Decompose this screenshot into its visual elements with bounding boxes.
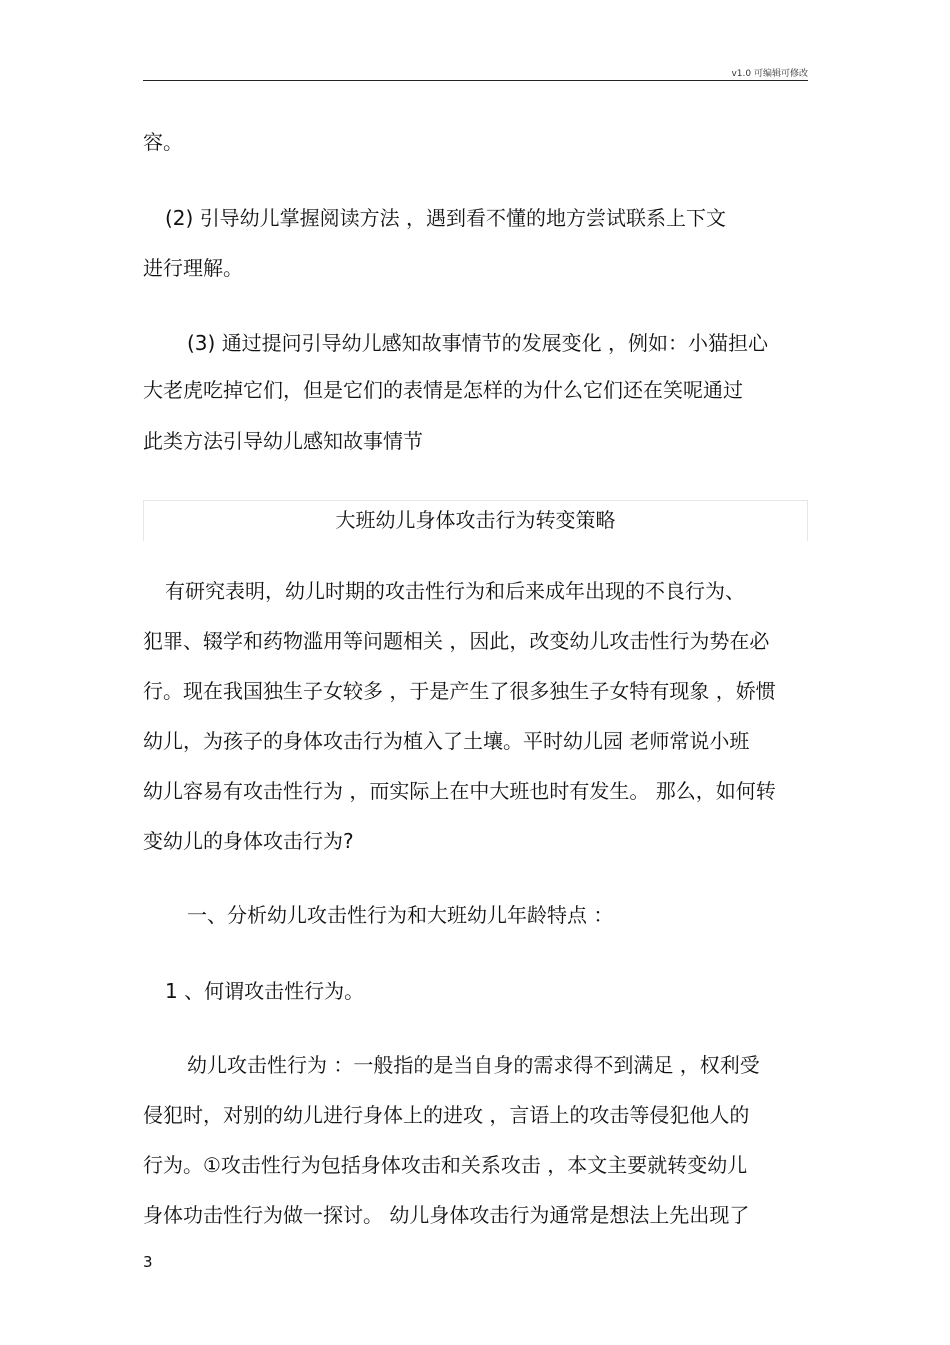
paragraph-line: 幼儿，为孩子的身体攻击行为植入了土壤。平时幼儿园 老师常说小班 (143, 729, 750, 753)
paragraph-line: 幼儿容易有攻击性行为 ，而实际上在中大班也时有发生。 那么，如何转 (143, 779, 776, 803)
section-title: 大班幼儿身体攻击行为转变策略 (335, 508, 616, 532)
paragraph-line: (2) 引导幼儿掌握阅读方法 ，遇到看不懂的地方尝试联系上下文 (165, 206, 727, 230)
section-title-box (143, 500, 808, 541)
paragraph-line: 容。 (143, 130, 183, 154)
paragraph-line: 进行理解。 (143, 256, 243, 280)
page-number: 3 (143, 1253, 153, 1271)
header-divider (143, 80, 808, 81)
paragraph-line: (3) 通过提问引导幼儿感知故事情节的发展变化 ，例如：小猫担心 (187, 331, 769, 355)
paragraph-line: 侵犯时，对别的幼儿进行身体上的进攻 ，言语上的攻击等侵犯他人的 (143, 1103, 750, 1127)
subsection-heading: 1 、何谓攻击性行为。 (165, 979, 365, 1003)
paragraph-line: 大老虎吃掉它们，但是它们的表情是怎样的为什么它们还在笑呢通过 (143, 378, 743, 402)
header-note: v1.0 可编辑可修改 (731, 69, 808, 79)
section-heading: 一、分析幼儿攻击性行为和大班幼儿年龄特点 ： (187, 903, 614, 927)
paragraph-line: 此类方法引导幼儿感知故事情节 (143, 429, 423, 453)
paragraph-line: 幼儿攻击性行为 ：一般指的是当自身的需求得不到满足 ，权利受 (187, 1053, 760, 1077)
paragraph-line: 身体功击性行为做一探讨。 幼儿身体攻击行为通常是想法上先出现了 (143, 1203, 750, 1227)
paragraph-line: 有研究表明，幼儿时期的攻击性行为和后来成年出现的不良行为、 (165, 579, 745, 603)
paragraph-line: 变幼儿的身体攻击行为? (143, 829, 354, 853)
paragraph-line: 犯罪、辍学和药物滥用等问题相关 ，因此，改变幼儿攻击性行为势在必 (143, 629, 770, 653)
paragraph-line: 行为。①攻击性行为包括身体攻击和关系攻击 ，本文主要就转变幼儿 (143, 1153, 748, 1177)
paragraph-line: 行。现在我国独生子女较多 ，于是产生了很多独生子女特有现象 ，娇惯 (143, 679, 776, 703)
